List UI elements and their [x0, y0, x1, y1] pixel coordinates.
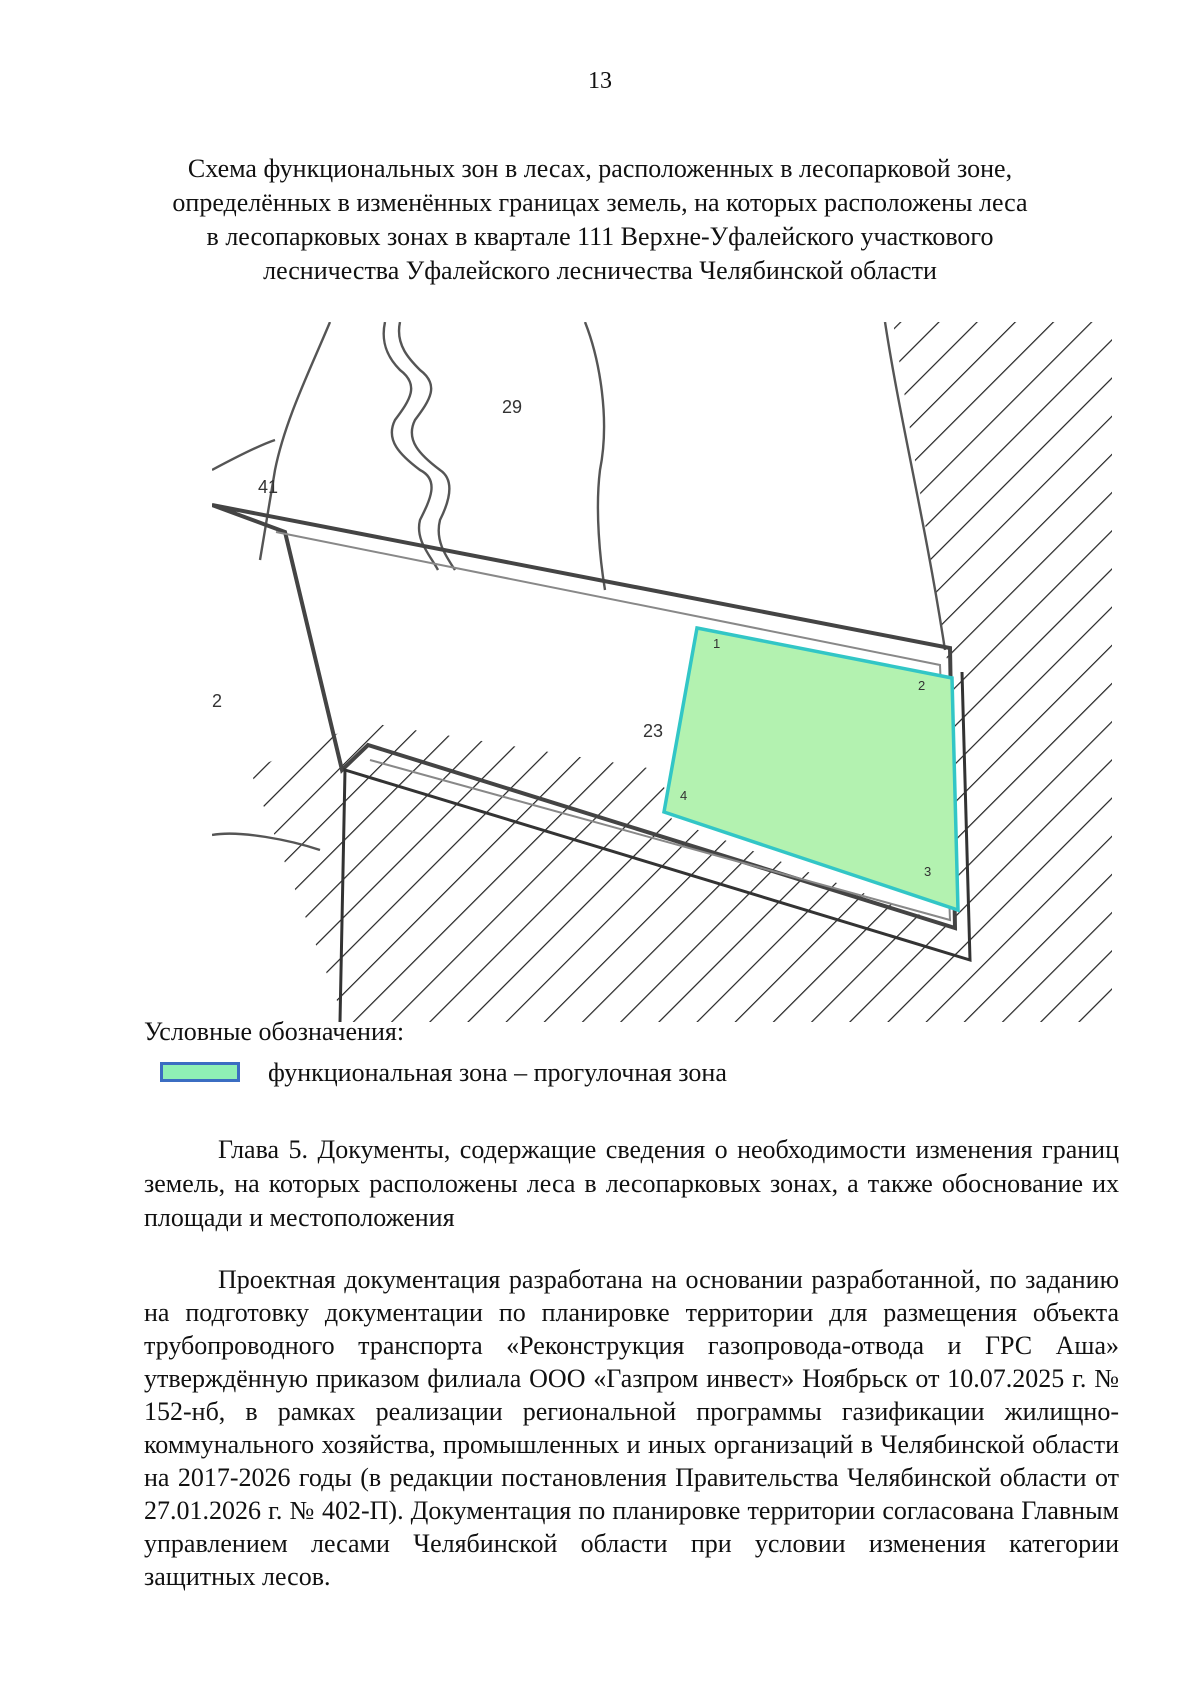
scheme-title	[130, 152, 1070, 288]
legend-title: Условные обозначения:	[144, 1017, 405, 1046]
scheme-title-line: определённых в изменённых границах земель, на которых расположены леса	[172, 188, 1028, 217]
legend-item-label: функциональная зона – прогулочная зона	[268, 1058, 727, 1087]
body-paragraph: Проектная документация разработана на основании разработанной, по заданию на подготовку документации по планировке территории для размещения объекта трубопроводного транспорта «Реконструкция газопровода-отвода и ГРС Аша» утверждённую приказом филиала ООО «Газпром инвест» Ноябрьск от 10.07.2025 г. № 152-нб, в рамках реализации региональной программы газификации жилищно-коммунального хозяйства, промышленных и иных организаций в Челябинской области на 2017-2026 годы (в редакции постановления Правительства Челябинской области от 27.01.2026 г. № 402-П). Документация по планировке территории согласована Главным управлением лесами Челябинской области при условии изменения категории защитных лесов.	[144, 1265, 1119, 1591]
page-number: 13	[588, 68, 612, 94]
quarter-label-29: 29	[502, 397, 523, 417]
quarter-label-41: 41	[258, 477, 279, 497]
zone-point-3: 3	[924, 864, 932, 879]
scheme-title-line: лесничества Уфалейского лесничества Челябинской области	[263, 256, 937, 285]
chapter-heading: Глава 5. Документы, содержащие сведения о необходимости изменения границ земель, на которых расположены леса в лесопарковых зонах, а также обоснование их площади и местоположения	[144, 1135, 1119, 1232]
zone-point-4: 4	[680, 788, 688, 803]
legend-swatch	[160, 1062, 240, 1082]
quarter-label-2: 2	[212, 691, 223, 711]
scheme-title-line: Схема функциональных зон в лесах, расположенных в лесопарковой зоне,	[187, 154, 1013, 183]
quarter-label-23: 23	[643, 721, 664, 741]
scheme-title-line: в лесопарковых зонах в квартале 111 Верхне-Уфалейского участкового	[206, 222, 994, 251]
functional-zones-map	[212, 322, 1112, 1022]
zone-point-2: 2	[918, 678, 926, 693]
zone-point-1: 1	[713, 636, 721, 651]
